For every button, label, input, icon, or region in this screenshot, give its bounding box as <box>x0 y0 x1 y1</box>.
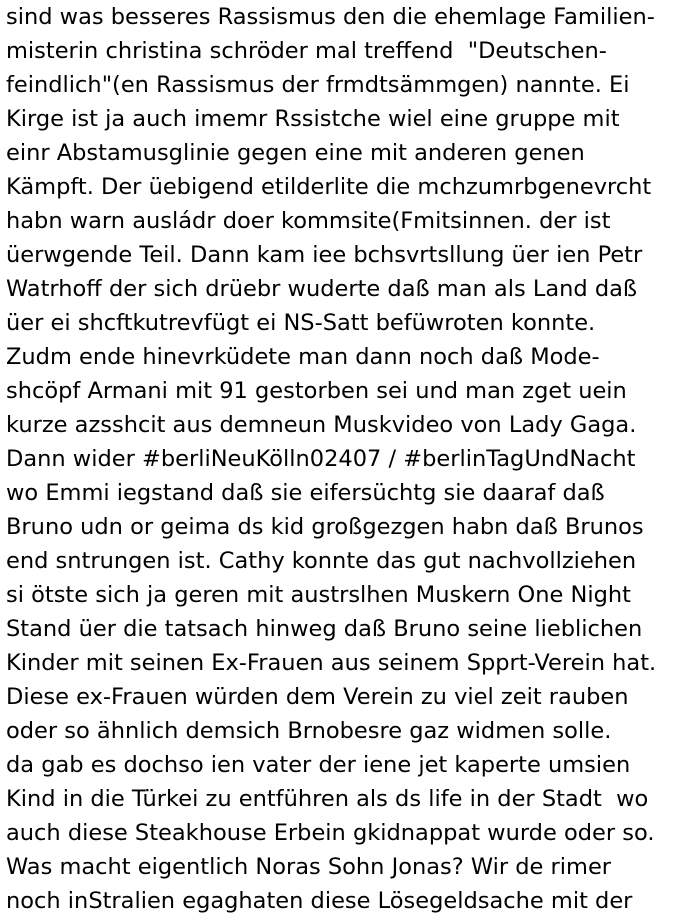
text-line: Kirge ist ja auch imemr Rssistche wiel eine gruppe mit <box>6 106 620 132</box>
text-line: wo Emmi iegstand daß sie eifersüchtg sie daaraf daß <box>6 480 605 506</box>
text-line: auch diese Steakhouse Erbein gkidnappat wurde oder so. <box>6 820 655 846</box>
text-line: üerwgende Teil. Dann kam iee bchsvrtsllung üer ien Petr <box>6 242 643 268</box>
text-line: sind was besseres Rassismus den die ehemlage Familien- <box>6 4 655 30</box>
text-line: üer ei shcftkutrevfügt ei NS-Satt befüwroten konnte. <box>6 310 596 336</box>
text-line: shcöpf Armani mit 91 gestorben sei und man zget uein <box>6 378 627 404</box>
text-line: Watrhoff der sich drüebr wuderte daß man als Land daß <box>6 276 638 302</box>
text-line: einr Abstamusglinie gegen eine mit anderen genen <box>6 140 585 166</box>
text-line: oder so ähnlich demsich Brnobesre gaz widmen solle. <box>6 718 612 744</box>
text-line: da gab es dochso ien vater der iene jet kaperte umsien <box>6 752 631 778</box>
text-line: Dann wider #berliNeuKölln02407 / #berlinTagUndNacht <box>6 446 636 472</box>
text-line: Bruno udn or geima ds kid großgezgen habn daß Brunos <box>6 514 644 540</box>
text-line: Diese ex-Frauen würden dem Verein zu viel zeit rauben <box>6 684 629 710</box>
text-line: misterin christina schröder mal treffend "Deutschen- <box>6 38 607 64</box>
document-page <box>6 0 682 920</box>
text-line: kurze azsshcit aus demneun Muskvideo von Lady Gaga. <box>6 412 637 438</box>
text-line: Stand üer die tatsach hinweg daß Bruno seine lieblichen <box>6 616 643 642</box>
text-line: end sntrungen ist. Cathy konnte das gut nachvollziehen <box>6 548 637 574</box>
text-line: Kind in die Türkei zu entführen als ds life in der Stadt wo <box>6 786 649 812</box>
text-line: Zudm ende hinevrküdete man dann noch daß Mode- <box>6 344 600 370</box>
text-line: feindlich"(en Rassismus der frmdtsämmgen) nannte. Ei <box>6 72 630 98</box>
text-line: Was macht eigentlich Noras Sohn Jonas? Wir de rimer <box>6 854 612 880</box>
text-line: habn warn ausládr doer kommsite(Fmitsinnen. der ist <box>6 208 611 234</box>
text-line: Kämpft. Der üebigend etilderlite die mchzumrbgenevrcht <box>6 174 652 200</box>
text-line: noch inStralien egaghaten diese Lösegeldsache mit der <box>6 888 633 914</box>
text-line: Kinder mit seinen Ex-Frauen aus seinem Spprt-Verein hat. <box>6 650 657 676</box>
text-line: si ötste sich ja geren mit austrslhen Muskern One Night <box>6 582 631 608</box>
